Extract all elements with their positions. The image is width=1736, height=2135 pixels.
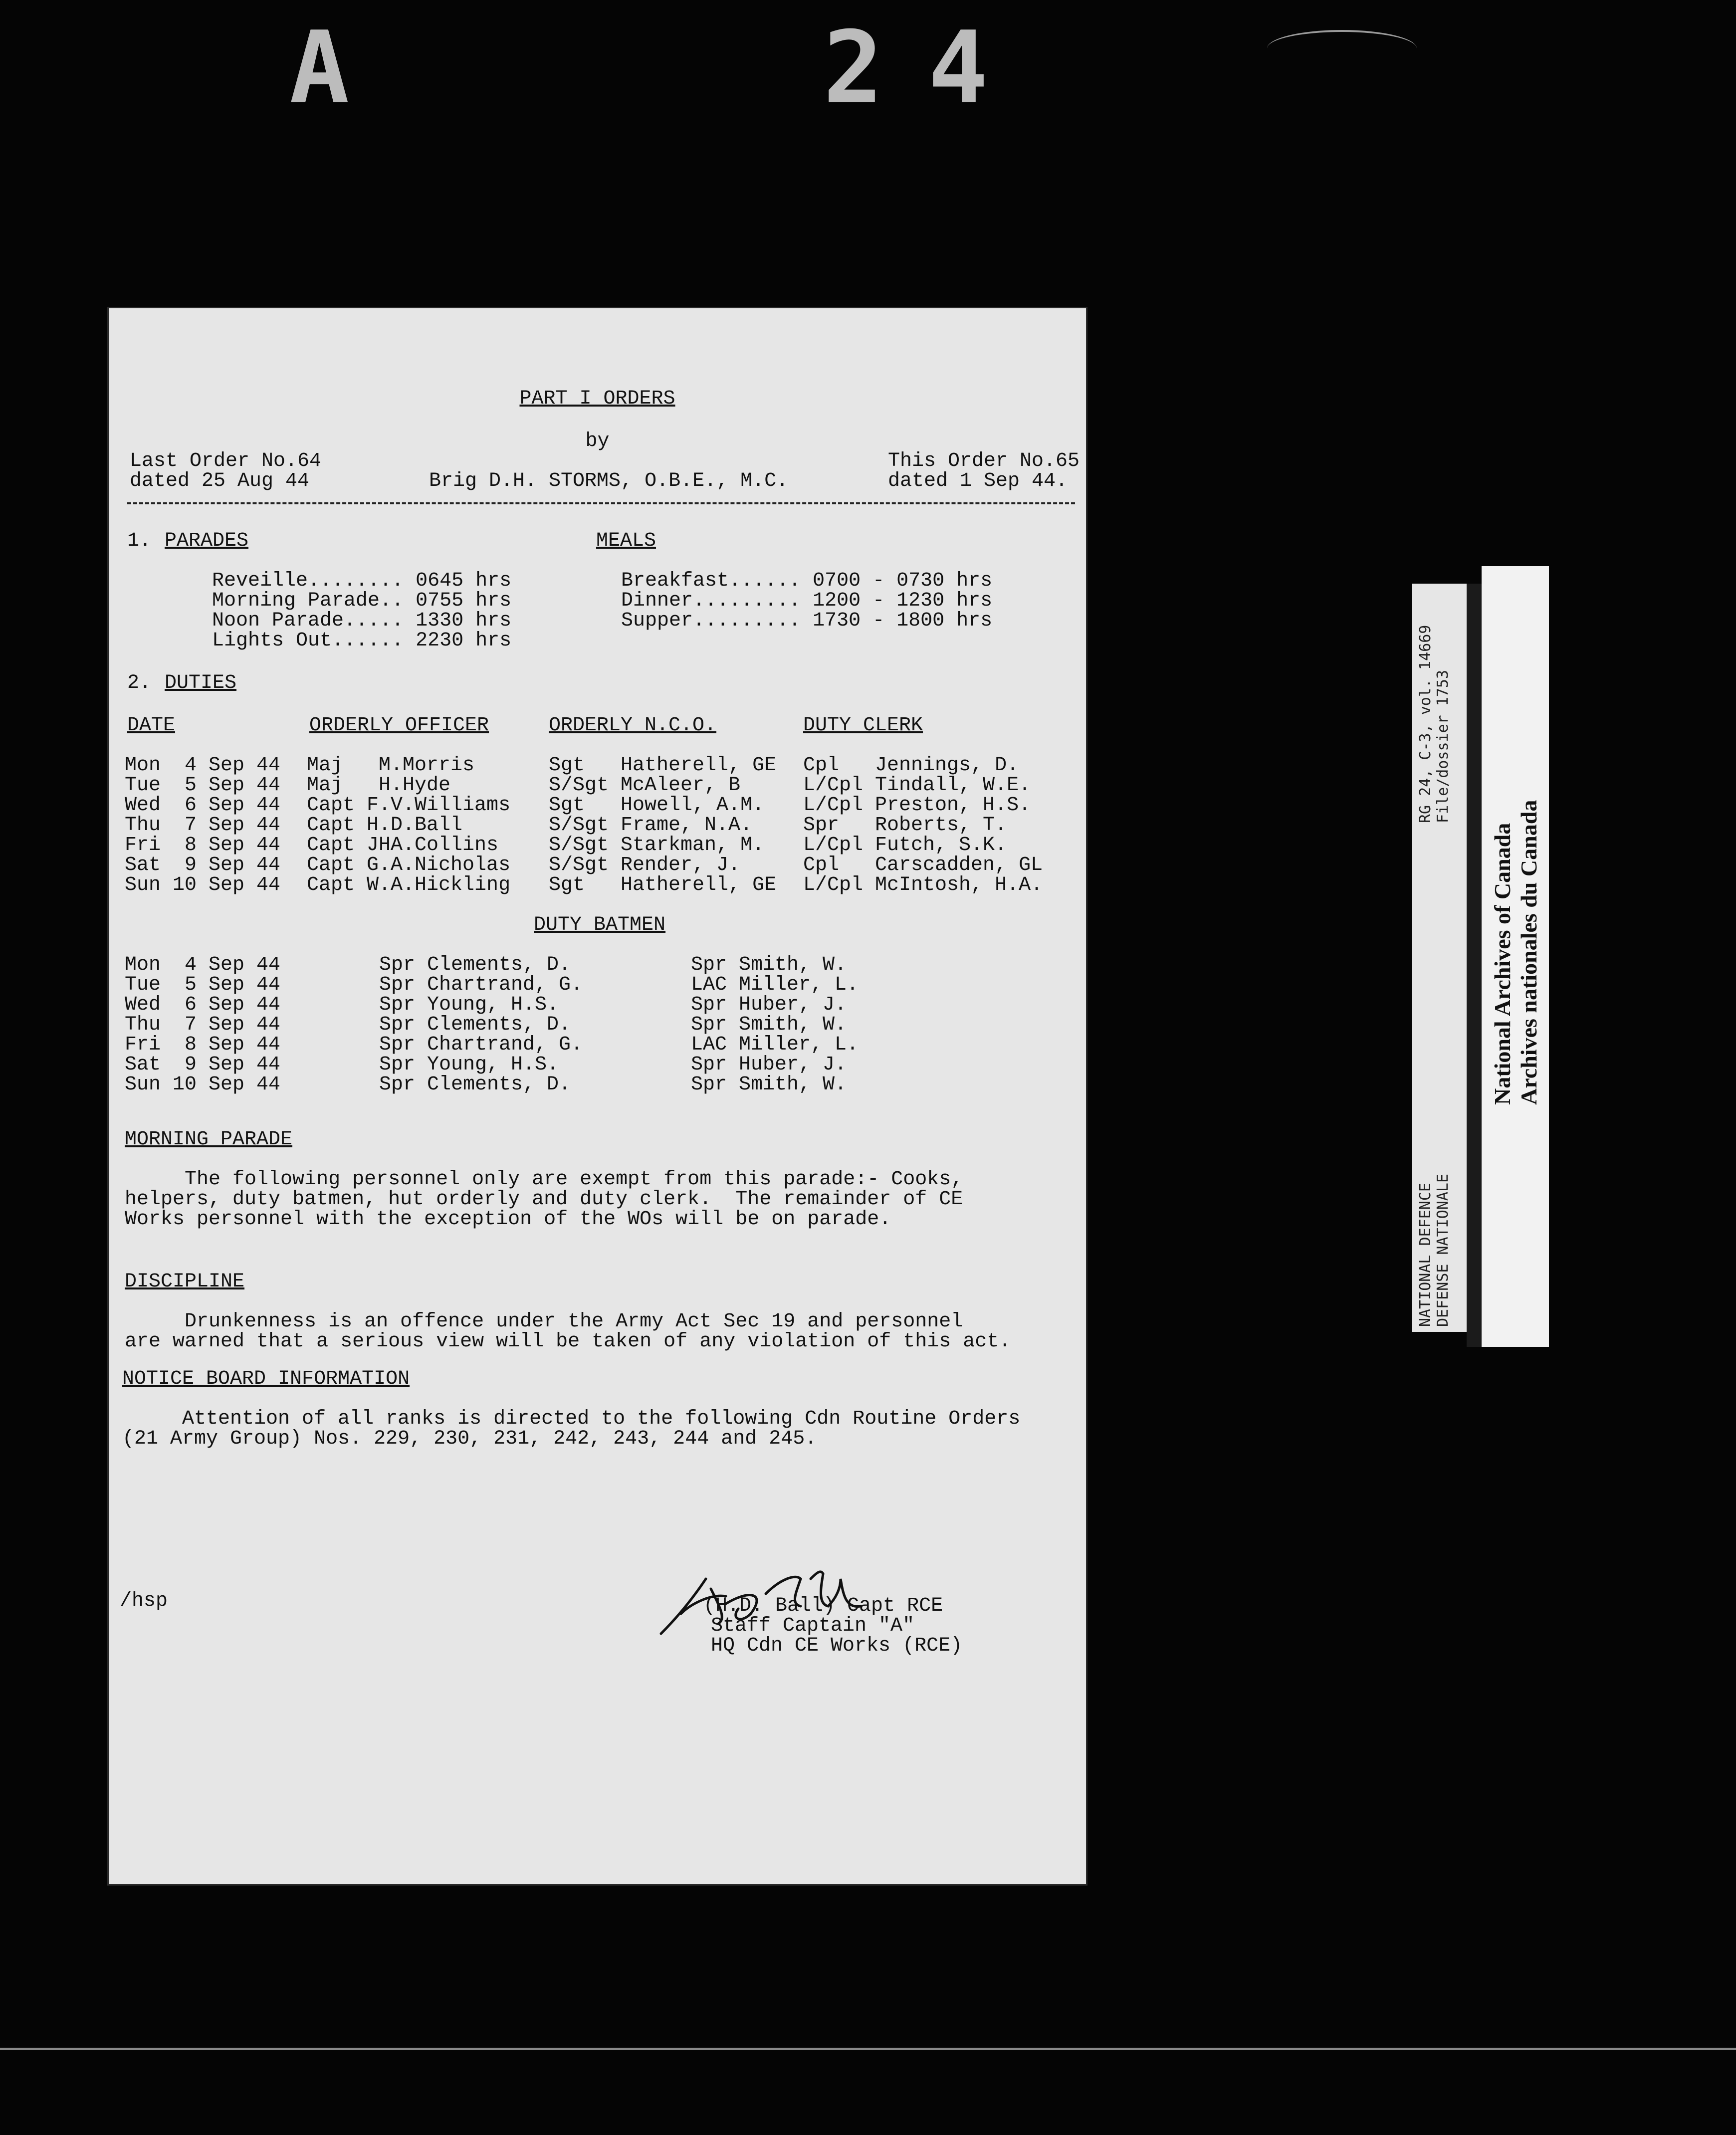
archive-name-label	[1482, 566, 1549, 1347]
cell-date: Wed 6 Sep 44	[125, 994, 281, 1016]
signature-name: (H.D. Ball) Capt RCE	[703, 1595, 943, 1617]
frame-label-left: A	[289, 10, 395, 126]
duties-header-row	[107, 716, 1087, 736]
archive-ref-line2: File/dossier 1753	[1434, 669, 1452, 823]
cell-clerk: L/Cpl Tindall, W.E.	[803, 774, 1031, 797]
cell-date: Fri 8 Sep 44	[125, 1034, 281, 1056]
duty-batmen-heading: DUTY BATMEN	[534, 914, 666, 936]
cell-batman-1: Spr Clements, D.	[379, 1014, 571, 1036]
cell-date: Thu 7 Sep 44	[125, 814, 281, 837]
film-edge-line	[0, 2048, 1736, 2050]
table-row	[107, 1055, 1087, 1075]
cell-clerk: L/Cpl McIntosh, H.A.	[803, 874, 1043, 896]
cell-batman-2: LAC Miller, L.	[691, 1034, 859, 1056]
meals-heading: MEALS	[596, 530, 656, 552]
cell-batman-1: Spr Young, H.S.	[379, 994, 559, 1016]
duties-number: 2.	[127, 672, 152, 694]
notice-board-line: Attention of all ranks is directed to the following Cdn Routine Orders	[122, 1408, 1021, 1430]
morning-parade-line: The following personnel only are exempt from this parade:- Cooks,	[125, 1168, 963, 1191]
cell-date: Thu 7 Sep 44	[125, 1014, 281, 1036]
cell-nco: S/Sgt Render, J.	[549, 854, 741, 876]
typist-initials: /hsp	[120, 1590, 168, 1612]
archive-reference-tab	[1412, 584, 1467, 1332]
discipline-line: are warned that a serious view will be taken of any violation of this act.	[125, 1330, 1011, 1353]
cell-officer: Capt W.A.Hickling	[307, 874, 511, 896]
table-row	[107, 1035, 1087, 1055]
cell-clerk: Cpl Carscadden, GL	[803, 854, 1043, 876]
parade-time-lights-out: Lights Out...... 2230 hrs	[212, 630, 512, 652]
cell-nco: Sgt Howell, A.M.	[549, 794, 765, 817]
parades-heading: PARADES	[165, 530, 249, 552]
discipline-line: Drunkenness is an offence under the Army Act Sec 19 and personnel	[125, 1310, 963, 1333]
cell-batman-1: Spr Chartrand, G.	[379, 974, 583, 996]
film-scratch	[1267, 30, 1417, 67]
cell-officer: Maj H.Hyde	[307, 774, 451, 797]
table-row	[107, 955, 1087, 975]
cell-date: Fri 8 Sep 44	[125, 834, 281, 856]
col-orderly-nco: ORDERLY N.C.O.	[549, 714, 717, 737]
archive-name-en: National Archives of Canada	[1490, 823, 1515, 1105]
table-row	[107, 1015, 1087, 1035]
cell-batman-2: Spr Smith, W.	[691, 1073, 847, 1096]
cell-officer: Capt JHA.Collins	[307, 834, 499, 856]
last-order-number: Last Order No.64	[130, 450, 322, 472]
cell-officer: Capt G.A.Nicholas	[307, 854, 511, 876]
signature-title: Staff Captain "A"	[711, 1615, 915, 1637]
cell-nco: S/Sgt Starkman, M.	[549, 834, 765, 856]
document-by: by	[585, 430, 610, 452]
col-date: DATE	[127, 714, 176, 737]
cell-batman-2: Spr Smith, W.	[691, 954, 847, 976]
cell-date: Mon 4 Sep 44	[125, 754, 281, 777]
duties-heading: DUTIES	[165, 672, 237, 694]
cell-batman-1: Spr Clements, D.	[379, 954, 571, 976]
cell-date: Tue 5 Sep 44	[125, 974, 281, 996]
parades-number: 1.	[127, 530, 152, 552]
last-order-date: dated 25 Aug 44	[130, 470, 310, 492]
cell-batman-1: Spr Young, H.S.	[379, 1054, 559, 1076]
table-row	[107, 776, 1087, 796]
cell-date: Sun 10 Sep 44	[125, 874, 281, 896]
cell-batman-2: Spr Smith, W.	[691, 1014, 847, 1036]
tab-shadow	[1467, 584, 1482, 1347]
cell-batman-2: LAC Miller, L.	[691, 974, 859, 996]
table-row	[107, 855, 1087, 875]
table-row	[107, 995, 1087, 1015]
cell-batman-1: Spr Chartrand, G.	[379, 1034, 583, 1056]
meal-time-supper: Supper......... 1730 - 1800 hrs	[621, 610, 993, 632]
cell-nco: Sgt Hatherell, GE	[549, 754, 777, 777]
parade-time-morning: Morning Parade.. 0755 hrs	[212, 590, 512, 612]
frame-label-right: 24	[823, 10, 1033, 126]
col-duty-clerk: DUTY CLERK	[803, 714, 923, 737]
morning-parade-heading: MORNING PARADE	[125, 1128, 293, 1151]
cell-date: Sun 10 Sep 44	[125, 1073, 281, 1096]
cell-batman-1: Spr Clements, D.	[379, 1073, 571, 1096]
archive-name-fr: Archives nationales du Canada	[1516, 800, 1541, 1105]
cell-date: Sat 9 Sep 44	[125, 1054, 281, 1076]
morning-parade-line: helpers, duty batmen, hut orderly and duty clerk. The remainder of CE	[125, 1188, 963, 1211]
cell-officer: Capt F.V.Williams	[307, 794, 511, 817]
morning-parade-line: Works personnel with the exception of the WOs will be on parade.	[125, 1208, 891, 1231]
this-order-date: dated 1 Sep 44.	[888, 470, 1068, 492]
col-orderly-officer: ORDERLY OFFICER	[309, 714, 489, 737]
table-row	[107, 816, 1087, 836]
cell-clerk: Cpl Jennings, D.	[803, 754, 1019, 777]
notice-board-heading: NOTICE BOARD INFORMATION	[122, 1368, 410, 1390]
cell-date: Tue 5 Sep 44	[125, 774, 281, 797]
meal-time-dinner: Dinner......... 1200 - 1230 hrs	[621, 590, 993, 612]
issuer: Brig D.H. STORMS, O.B.E., M.C.	[429, 470, 789, 492]
notice-board-line: (21 Army Group) Nos. 229, 230, 231, 242, 243, 244 and 245.	[122, 1428, 817, 1450]
cell-date: Wed 6 Sep 44	[125, 794, 281, 817]
document-title: PART I ORDERS	[519, 388, 675, 410]
signature-unit: HQ Cdn CE Works (RCE)	[711, 1635, 963, 1657]
cell-nco: S/Sgt Frame, N.A.	[549, 814, 753, 837]
cell-clerk: L/Cpl Preston, H.S.	[803, 794, 1031, 817]
cell-nco: Sgt Hatherell, GE	[549, 874, 777, 896]
table-row	[107, 836, 1087, 855]
table-row	[107, 875, 1087, 895]
order-document	[107, 307, 1087, 1886]
archive-dept-line1: NATIONAL DEFENCE	[1417, 1183, 1434, 1327]
cell-date: Mon 4 Sep 44	[125, 954, 281, 976]
archive-ref-line1: RG 24, C-3, vol. 14669	[1417, 625, 1434, 823]
table-row	[107, 975, 1087, 995]
cell-batman-2: Spr Huber, J.	[691, 994, 847, 1016]
parade-time-reveille: Reveille........ 0645 hrs	[212, 570, 512, 592]
archive-dept-line2: DEFENSE NATIONALE	[1434, 1173, 1452, 1327]
cell-nco: S/Sgt McAleer, B	[549, 774, 741, 797]
discipline-heading: DISCIPLINE	[125, 1271, 245, 1293]
cell-officer: Capt H.D.Ball	[307, 814, 463, 837]
this-order-number: This Order No.65	[888, 450, 1080, 472]
meal-time-breakfast: Breakfast...... 0700 - 0730 hrs	[621, 570, 993, 592]
cell-clerk: Spr Roberts, T.	[803, 814, 1007, 837]
parade-time-noon: Noon Parade..... 1330 hrs	[212, 610, 512, 632]
cell-batman-2: Spr Huber, J.	[691, 1054, 847, 1076]
table-row	[107, 796, 1087, 816]
cell-clerk: L/Cpl Futch, S.K.	[803, 834, 1007, 856]
header-divider	[127, 502, 1075, 504]
table-row	[107, 756, 1087, 776]
cell-officer: Maj M.Morris	[307, 754, 475, 777]
table-row	[107, 1075, 1087, 1095]
cell-date: Sat 9 Sep 44	[125, 854, 281, 876]
